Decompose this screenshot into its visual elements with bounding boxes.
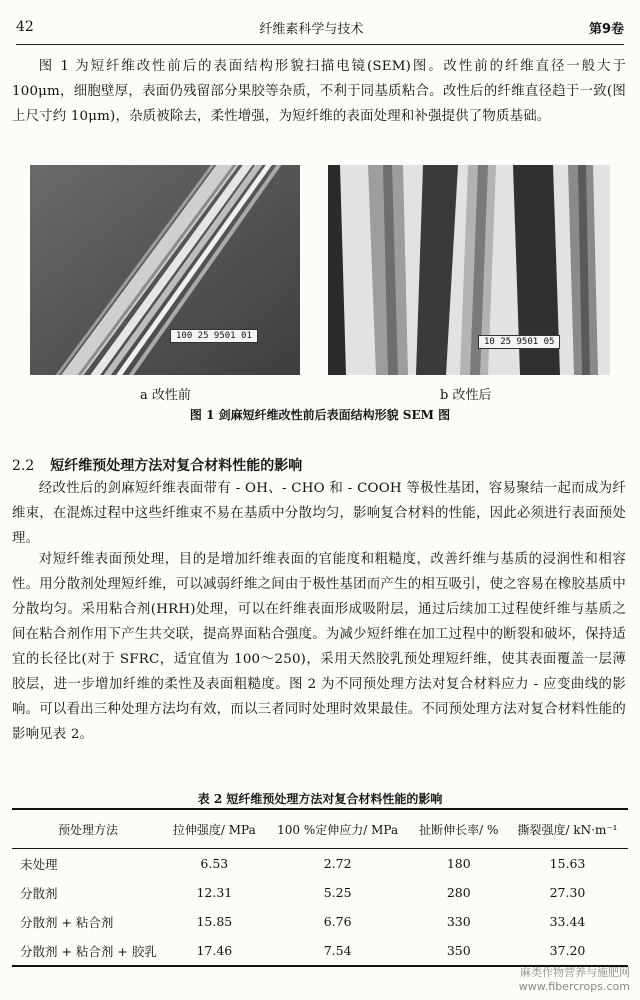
scale-bar-before: 100 25 9501 01 [170,329,258,343]
cell-tear: 27.30 [549,885,586,900]
scale-bar-after: 10 25 9501 05 [478,335,560,349]
header-elongation: 扯断伸长率/ % [419,822,499,837]
journal-title: 纤维素科学与技术 [259,21,364,37]
page-number: 42 [16,19,34,35]
cell-modulus: 6.76 [323,914,352,929]
cell-modulus: 5.25 [323,885,352,900]
section-title: 短纤维预处理方法对复合材料性能的影响 [50,458,303,474]
section-number: 2.2 [12,458,35,474]
cell-elongation: 330 [446,914,471,929]
fiber-bundle-before [30,165,300,375]
paragraph-2: 对短纤维表面预处理，目的是增加纤维表面的官能度和粗糙度，改善纤维与基质的浸润性和相容性。用分散剂处理短纤维，可以减弱纤维之间由于极性基团而产生的相互吸引，使之容易在橡胶基质中分散均匀。采用粘合剂(HRH)处理，可以在纤维表面形成吸附层，通过后续加工过程使纤维与基质之间在粘合剂作用下产生共交联，提高界面粘合强度。为减少短纤维在加工过程中的断裂和破坏，保持适宜的长径比(对于 SFRC，适宜值为 100～250)，采用天然胶乳预处理短纤维，使其表面覆盖一层薄胶层，进一步增加纤维的柔性及表面粗糙度。图 2 为不同预处理方法对复合材料应力 - 应变曲线的影响。可以看出三种处理方法均有效，而以三者同时处理时效果最佳。不同预处理方法对复合材料性能的影响见表 2。 [12,552,626,742]
watermark-title: 麻类作物营养与施肥网 [520,966,630,979]
data-table [12,808,628,967]
header-tear: 撕裂强度/ kN·m⁻¹ [517,822,618,837]
table-header-row [12,809,628,849]
cell-tensile: 12.31 [196,885,233,900]
cell-method: 分散剂 + 粘合剂 [20,914,114,930]
table-row [12,936,628,966]
cell-elongation: 180 [446,856,471,871]
paragraph-1: 经改性后的剑麻短纤维表面带有 - OH、- CHO 和 - COOH 等极性基团，容易聚结一起而成为纤维束，在混炼过程中这些纤维束不易在基质中分散均匀，影响复合材料的性能，因此必须进行表面预处理。 [12,481,626,546]
cell-tensile: 17.46 [196,943,233,958]
figure-1 [30,165,610,375]
table-row [12,849,628,879]
cell-elongation: 350 [446,943,471,958]
sem-image-after [328,165,610,375]
header-method: 预处理方法 [57,822,118,837]
volume-label: 第9卷 [588,21,624,37]
cell-method: 分散剂 [20,885,58,901]
figure-label-a: a 改性前 [140,388,191,403]
header-modulus: 100 %定伸应力/ MPa [277,822,399,837]
figure-caption: 图 1 剑麻短纤维改性前后表面结构形貌 SEM 图 [189,408,451,422]
section-heading [12,455,302,475]
running-header [16,10,624,45]
cell-tensile: 6.53 [200,856,229,871]
sem-image-before [30,165,300,375]
cell-tensile: 15.85 [196,914,233,929]
table-row [12,878,628,907]
cell-method: 分散剂 + 粘合剂 + 胶乳 [20,943,157,959]
cell-tear: 37.20 [549,943,586,958]
fibers-after [328,165,610,375]
header-tensile: 拉伸强度/ MPa [172,822,256,837]
watermark-url: www.fibercrops.com [518,980,630,993]
cell-modulus: 7.54 [323,943,352,958]
intro-paragraph: 图 1 为短纤维改性前后的表面结构形貌扫描电镜(SEM)图。改性前的纤维直径一般大于 100μm，细胞壁厚，表面仍残留部分果胶等杂质，不利于同基质粘合。改性后的纤维直径趋于一致(图上尺寸约 10μm)，杂质被除去，柔性增强，为短纤维的表面处理和补强提供了物质基础。 [12,59,626,124]
table-row [12,907,628,936]
cell-elongation: 280 [446,885,471,900]
cell-tear: 33.44 [549,914,586,929]
cell-modulus: 2.72 [323,856,352,871]
cell-tear: 15.63 [549,856,586,871]
cell-method: 未处理 [20,856,58,872]
table-caption: 表 2 短纤维预处理方法对复合材料性能的影响 [197,792,443,806]
figure-label-b: b 改性后 [440,388,492,403]
